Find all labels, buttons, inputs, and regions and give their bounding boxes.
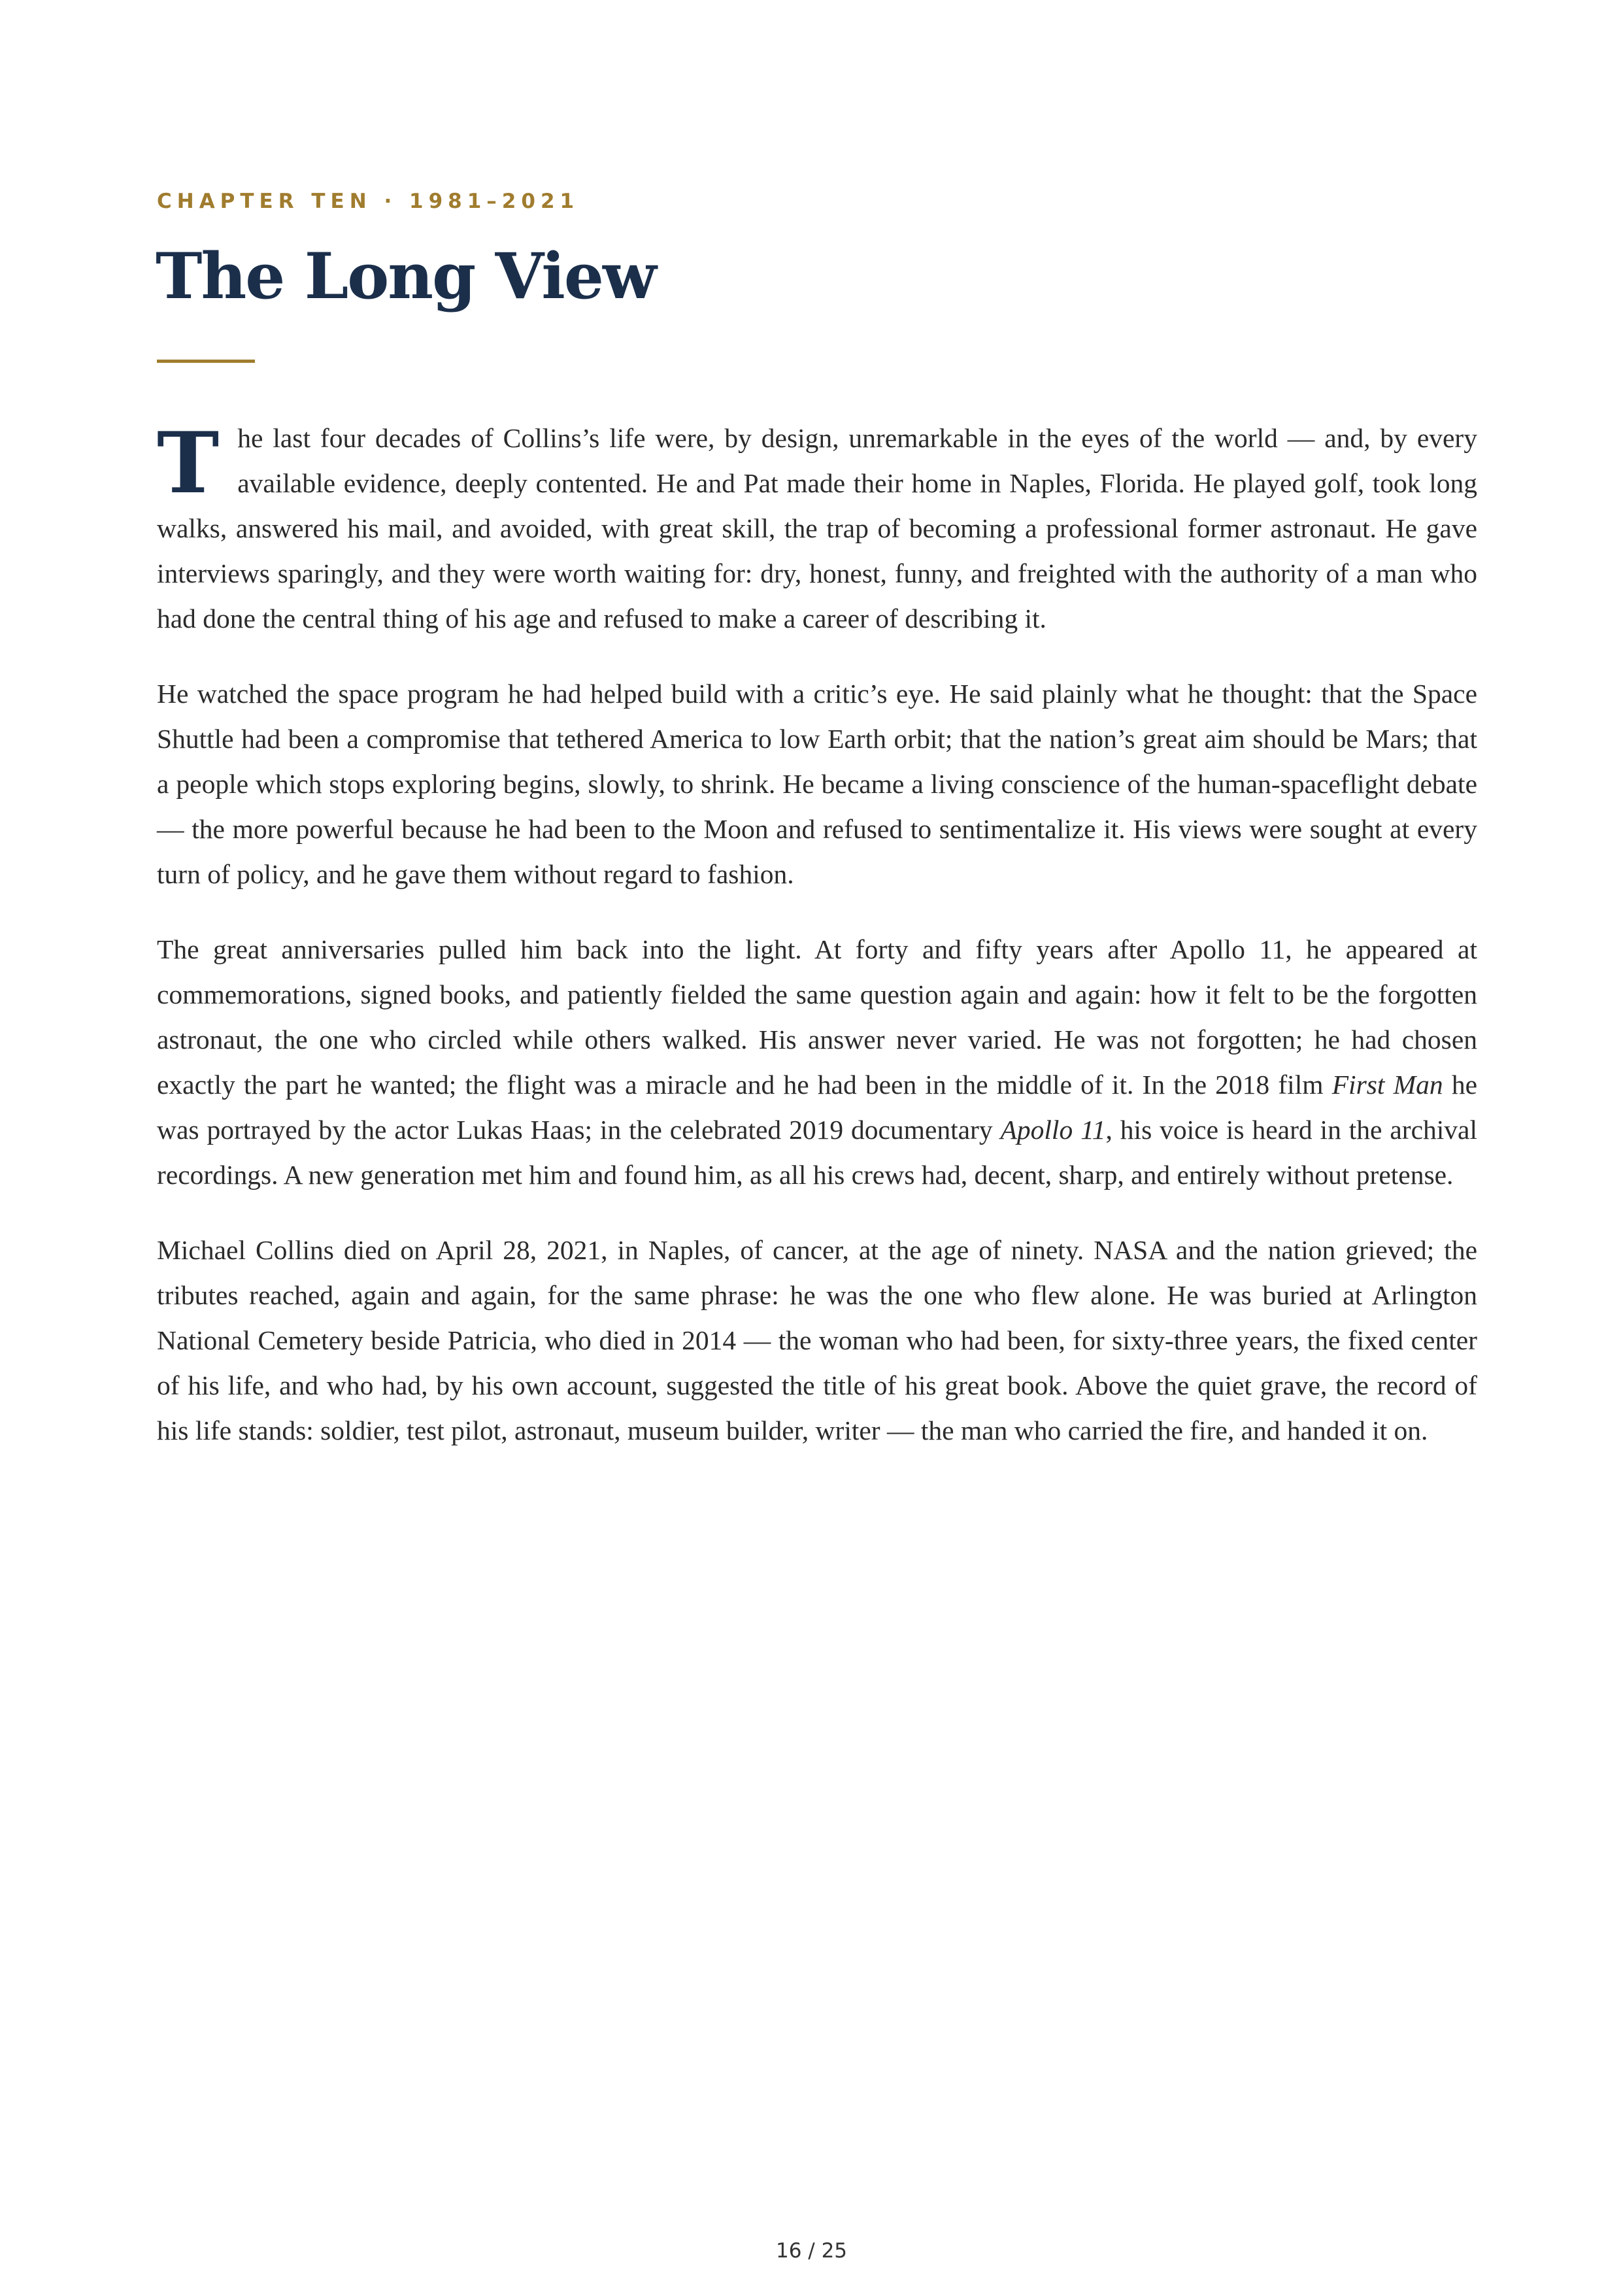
chapter-title: The Long View — [156, 239, 656, 313]
page-number: 16 / 25 — [775, 2239, 848, 2263]
paragraph-2: He watched the space program he had helped build with a critic’s eye. He said plainly what he thought: that the Space Shuttle had been a compromise that tethered America to low Earth orbit; that the nation’s great aim should be Mars; that a people which stops exploring begins, slowly, to shrink. He became a living conscience of the human-spaceflight debate — the more powerful because he had been to the Moon and refused to sentimentalize it. His views were sought at every turn of policy, and he gave them without regard to fashion. — [157, 679, 1477, 889]
paragraph-4: Michael Collins died on April 28, 2021, in Naples, of cancer, at the age of ninety. NASA and the nation grieved; the tributes reached, again and again, for the same phrase: he was the one who flew alone. He was buried at Arlington National Cemetery beside Patricia, who died in 2014 — the woman who had been, for sixty-three years, the fixed center of his life, and who had, by his own account, suggested the title of his great book. Above the quiet grave, the record of his life stands: soldier, test pilot, astronaut, museum builder, writer — the man who carried the fire, and handed it on. — [157, 1235, 1477, 1445]
chapter-kicker: CHAPTER TEN · 1981–2021 — [157, 190, 580, 213]
paragraph-3 — [157, 927, 1477, 1198]
paragraph-1 — [157, 416, 1477, 641]
paragraph-1-text: he last four decades of Collins’s life were, by design, unremarkable in the eyes of the world — and, by every available evidence, deeply contented. He and Pat made their home in Naples, Florida. He played golf, took long walks, answered his mail, and avoided, with great skill, the trap of becoming a professional former astronaut. He gave interviews sparingly, and they were worth waiting for: dry, honest, funny, and freighted with the authority of a man who had done the central thing of his age and refused to make a career of describing it. — [157, 423, 1477, 633]
title-divider — [157, 360, 255, 363]
paragraph-3-text-c: , his voice is heard in the archival recordings. A new generation met him and found him, as all his crews had, decent, sharp, and entirely without pretense. — [157, 1115, 1477, 1190]
documentary-title: Apollo 11 — [1000, 1115, 1106, 1145]
paragraph-3-text-b: he was portrayed by the actor Lukas Haas; in the celebrated 2019 documentary — [157, 1070, 1478, 1145]
chapter-body — [157, 416, 1477, 1483]
paragraph-3-text-a: The great anniversaries pulled him back into the light. At forty and fifty years after Apollo 11, he appeared at commemorations, signed books, and patiently fielded the same question again and again: how it felt to be the forgotten astronaut, the one who circled while others walked. His answer never varied. He was not forgotten; he had chosen exactly the part he wanted; the flight was a miracle and he had been in the middle of it. In the 2018 film — [157, 934, 1477, 1100]
film-title: First Man — [1331, 1070, 1443, 1100]
drop-cap: T — [157, 414, 220, 513]
